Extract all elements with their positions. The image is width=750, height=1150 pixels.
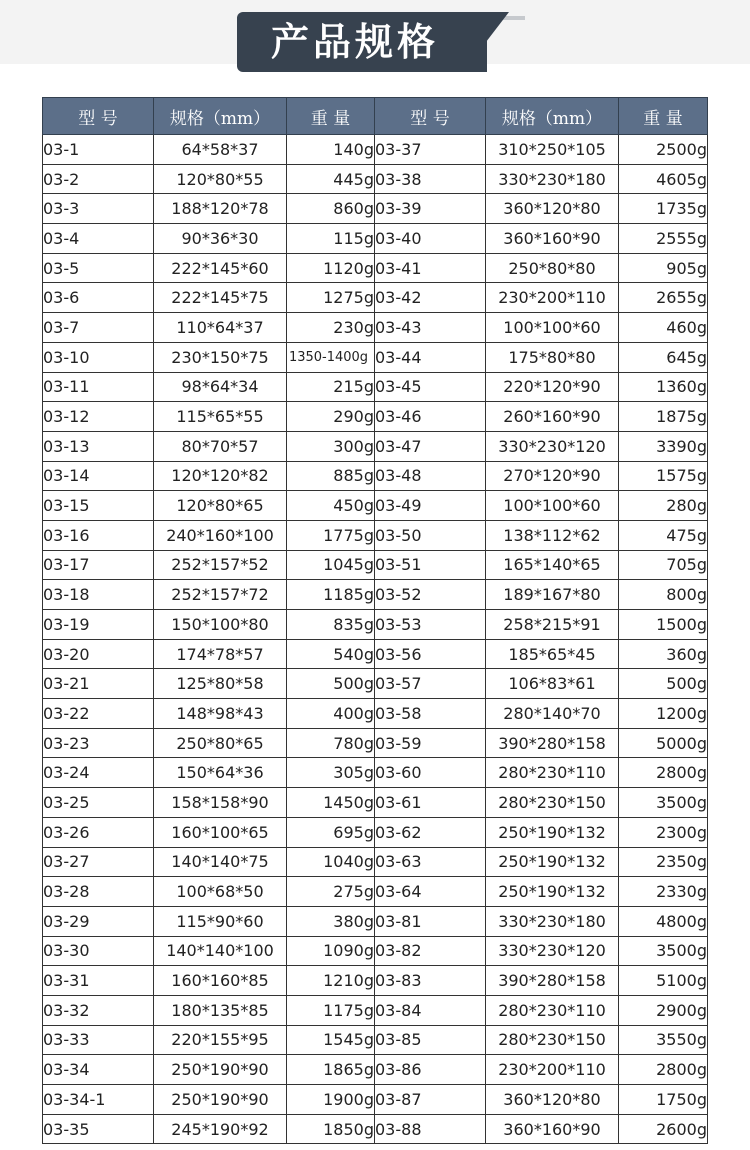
model-cell: 03-50: [375, 520, 486, 550]
model-cell: 03-33: [43, 1025, 154, 1055]
model-cell: 03-13: [43, 431, 154, 461]
table-row: [43, 491, 708, 521]
size-cell: 280*230*150: [486, 788, 619, 818]
size-cell: 115*65*55: [154, 402, 287, 432]
weight-cell: 2350g: [619, 847, 708, 877]
spec-table: [42, 97, 708, 1144]
table-row: [43, 1085, 708, 1115]
size-cell: 280*230*110: [486, 995, 619, 1025]
size-cell: 175*80*80: [486, 342, 619, 372]
model-cell: 03-35: [43, 1114, 154, 1144]
size-cell: 100*100*60: [486, 313, 619, 343]
size-cell: 360*120*80: [486, 194, 619, 224]
size-cell: 189*167*80: [486, 580, 619, 610]
table-row: [43, 550, 708, 580]
weight-cell: 540g: [287, 639, 375, 669]
weight-cell: 860g: [287, 194, 375, 224]
model-cell: 03-29: [43, 906, 154, 936]
size-cell: 98*64*34: [154, 372, 287, 402]
weight-cell: 2330g: [619, 877, 708, 907]
model-cell: 03-37: [375, 135, 486, 165]
table-row: [43, 1025, 708, 1055]
table-header-row: [43, 98, 708, 135]
model-cell: 03-62: [375, 817, 486, 847]
size-cell: 252*157*52: [154, 550, 287, 580]
weight-cell: 2600g: [619, 1114, 708, 1144]
header-model: 型 号: [375, 98, 486, 135]
model-cell: 03-3: [43, 194, 154, 224]
size-cell: 150*64*36: [154, 758, 287, 788]
header-model: 型 号: [43, 98, 154, 135]
table-row: [43, 402, 708, 432]
size-cell: 110*64*37: [154, 313, 287, 343]
model-cell: 03-16: [43, 520, 154, 550]
model-cell: 03-81: [375, 906, 486, 936]
size-cell: 138*112*62: [486, 520, 619, 550]
size-cell: 220*155*95: [154, 1025, 287, 1055]
size-cell: 160*100*65: [154, 817, 287, 847]
weight-cell: 1900g: [287, 1085, 375, 1115]
size-cell: 250*190*132: [486, 877, 619, 907]
table-row: [43, 847, 708, 877]
model-cell: 03-45: [375, 372, 486, 402]
table-row: [43, 699, 708, 729]
size-cell: 160*160*85: [154, 966, 287, 996]
weight-cell: 1735g: [619, 194, 708, 224]
weight-cell: 3550g: [619, 1025, 708, 1055]
weight-cell: 115g: [287, 224, 375, 254]
model-cell: 03-87: [375, 1085, 486, 1115]
size-cell: 280*140*70: [486, 699, 619, 729]
model-cell: 03-40: [375, 224, 486, 254]
size-cell: 120*80*65: [154, 491, 287, 521]
table-row: [43, 639, 708, 669]
weight-cell: 140g: [287, 135, 375, 165]
size-cell: 150*100*80: [154, 610, 287, 640]
title-badge: [237, 12, 527, 72]
model-cell: 03-82: [375, 936, 486, 966]
table-row: [43, 966, 708, 996]
table-row: [43, 788, 708, 818]
model-cell: 03-58: [375, 699, 486, 729]
model-cell: 03-51: [375, 550, 486, 580]
size-cell: 360*160*90: [486, 224, 619, 254]
table-row: [43, 877, 708, 907]
model-cell: 03-61: [375, 788, 486, 818]
model-cell: 03-56: [375, 639, 486, 669]
weight-cell: 695g: [287, 817, 375, 847]
model-cell: 03-14: [43, 461, 154, 491]
table-row: [43, 1114, 708, 1144]
size-cell: 230*200*110: [486, 283, 619, 313]
weight-cell: 300g: [287, 431, 375, 461]
weight-cell: 645g: [619, 342, 708, 372]
size-cell: 250*80*65: [154, 728, 287, 758]
weight-cell: 3390g: [619, 431, 708, 461]
weight-cell: 1090g: [287, 936, 375, 966]
model-cell: 03-11: [43, 372, 154, 402]
size-cell: 165*140*65: [486, 550, 619, 580]
weight-cell: 380g: [287, 906, 375, 936]
model-cell: 03-88: [375, 1114, 486, 1144]
weight-cell: 230g: [287, 313, 375, 343]
model-cell: 03-59: [375, 728, 486, 758]
weight-cell: 780g: [287, 728, 375, 758]
size-cell: 240*160*100: [154, 520, 287, 550]
table-row: [43, 372, 708, 402]
model-cell: 03-21: [43, 669, 154, 699]
size-cell: 185*65*45: [486, 639, 619, 669]
table-row: [43, 610, 708, 640]
weight-cell: 275g: [287, 877, 375, 907]
model-cell: 03-20: [43, 639, 154, 669]
weight-cell: 885g: [287, 461, 375, 491]
model-cell: 03-44: [375, 342, 486, 372]
size-cell: 222*145*75: [154, 283, 287, 313]
weight-cell: 1750g: [619, 1085, 708, 1115]
table-row: [43, 906, 708, 936]
model-cell: 03-28: [43, 877, 154, 907]
weight-cell: 475g: [619, 520, 708, 550]
model-cell: 03-42: [375, 283, 486, 313]
size-cell: 188*120*78: [154, 194, 287, 224]
model-cell: 03-27: [43, 847, 154, 877]
size-cell: 140*140*75: [154, 847, 287, 877]
weight-cell: 215g: [287, 372, 375, 402]
size-cell: 260*160*90: [486, 402, 619, 432]
weight-cell: 305g: [287, 758, 375, 788]
size-cell: 180*135*85: [154, 995, 287, 1025]
size-cell: 330*230*180: [486, 164, 619, 194]
weight-cell: 1450g: [287, 788, 375, 818]
model-cell: 03-43: [375, 313, 486, 343]
table-row: [43, 135, 708, 165]
weight-cell: 1200g: [619, 699, 708, 729]
size-cell: 252*157*72: [154, 580, 287, 610]
model-cell: 03-26: [43, 817, 154, 847]
model-cell: 03-30: [43, 936, 154, 966]
size-cell: 245*190*92: [154, 1114, 287, 1144]
model-cell: 03-17: [43, 550, 154, 580]
weight-cell: 1210g: [287, 966, 375, 996]
weight-cell: 1545g: [287, 1025, 375, 1055]
size-cell: 280*230*150: [486, 1025, 619, 1055]
model-cell: 03-7: [43, 313, 154, 343]
table-row: [43, 669, 708, 699]
weight-cell: 2800g: [619, 758, 708, 788]
size-cell: 120*120*82: [154, 461, 287, 491]
size-cell: 120*80*55: [154, 164, 287, 194]
table-row: [43, 580, 708, 610]
size-cell: 360*160*90: [486, 1114, 619, 1144]
size-cell: 330*230*120: [486, 431, 619, 461]
table-row: [43, 758, 708, 788]
weight-cell: 445g: [287, 164, 375, 194]
table-row: [43, 936, 708, 966]
model-cell: 03-49: [375, 491, 486, 521]
weight-cell: 1360g: [619, 372, 708, 402]
header-weight: 重 量: [287, 98, 375, 135]
table-row: [43, 283, 708, 313]
size-cell: 125*80*58: [154, 669, 287, 699]
weight-cell: 2555g: [619, 224, 708, 254]
weight-cell: 5100g: [619, 966, 708, 996]
weight-cell: 290g: [287, 402, 375, 432]
model-cell: 03-47: [375, 431, 486, 461]
weight-cell: 5000g: [619, 728, 708, 758]
weight-cell: 2300g: [619, 817, 708, 847]
model-cell: 03-85: [375, 1025, 486, 1055]
weight-cell: 400g: [287, 699, 375, 729]
size-cell: 280*230*110: [486, 758, 619, 788]
size-cell: 222*145*60: [154, 253, 287, 283]
model-cell: 03-18: [43, 580, 154, 610]
size-cell: 390*280*158: [486, 728, 619, 758]
weight-cell: 1850g: [287, 1114, 375, 1144]
model-cell: 03-34: [43, 1055, 154, 1085]
model-cell: 03-19: [43, 610, 154, 640]
table-row: [43, 253, 708, 283]
size-cell: 330*230*180: [486, 906, 619, 936]
size-cell: 220*120*90: [486, 372, 619, 402]
header-size: 规格（mm）: [154, 98, 287, 135]
model-cell: 03-15: [43, 491, 154, 521]
table-row: [43, 431, 708, 461]
size-cell: 230*150*75: [154, 342, 287, 372]
model-cell: 03-39: [375, 194, 486, 224]
size-cell: 360*120*80: [486, 1085, 619, 1115]
weight-cell: 2800g: [619, 1055, 708, 1085]
table-row: [43, 461, 708, 491]
weight-cell: 1175g: [287, 995, 375, 1025]
size-cell: 158*158*90: [154, 788, 287, 818]
table-row: [43, 224, 708, 254]
size-cell: 250*190*132: [486, 847, 619, 877]
weight-cell: 1865g: [287, 1055, 375, 1085]
size-cell: 106*83*61: [486, 669, 619, 699]
weight-cell: 4605g: [619, 164, 708, 194]
model-cell: 03-60: [375, 758, 486, 788]
weight-cell: 835g: [287, 610, 375, 640]
table-row: [43, 520, 708, 550]
weight-cell: 2500g: [619, 135, 708, 165]
model-cell: 03-22: [43, 699, 154, 729]
weight-cell: 460g: [619, 313, 708, 343]
model-cell: 03-25: [43, 788, 154, 818]
size-cell: 230*200*110: [486, 1055, 619, 1085]
weight-cell: 500g: [287, 669, 375, 699]
weight-cell: 1045g: [287, 550, 375, 580]
table-row: [43, 164, 708, 194]
header-weight: 重 量: [619, 98, 708, 135]
model-cell: 03-2: [43, 164, 154, 194]
model-cell: 03-23: [43, 728, 154, 758]
weight-cell: 3500g: [619, 788, 708, 818]
model-cell: 03-12: [43, 402, 154, 432]
table-row: [43, 995, 708, 1025]
weight-cell: 1575g: [619, 461, 708, 491]
weight-cell: 2655g: [619, 283, 708, 313]
weight-cell: 1350-1400g: [287, 342, 375, 372]
page-title: 产品规格: [270, 20, 439, 64]
weight-cell: 280g: [619, 491, 708, 521]
size-cell: 270*120*90: [486, 461, 619, 491]
weight-cell: 2900g: [619, 995, 708, 1025]
size-cell: 100*100*60: [486, 491, 619, 521]
model-cell: 03-46: [375, 402, 486, 432]
table-row: [43, 728, 708, 758]
table-row: [43, 194, 708, 224]
weight-cell: 360g: [619, 639, 708, 669]
weight-cell: 4800g: [619, 906, 708, 936]
size-cell: 250*190*132: [486, 817, 619, 847]
model-cell: 03-31: [43, 966, 154, 996]
model-cell: 03-1: [43, 135, 154, 165]
model-cell: 03-4: [43, 224, 154, 254]
size-cell: 90*36*30: [154, 224, 287, 254]
table-row: [43, 313, 708, 343]
model-cell: 03-38: [375, 164, 486, 194]
model-cell: 03-64: [375, 877, 486, 907]
weight-cell: 705g: [619, 550, 708, 580]
table-row: [43, 817, 708, 847]
weight-cell: 800g: [619, 580, 708, 610]
size-cell: 250*190*90: [154, 1085, 287, 1115]
model-cell: 03-83: [375, 966, 486, 996]
size-cell: 115*90*60: [154, 906, 287, 936]
model-cell: 03-32: [43, 995, 154, 1025]
weight-cell: 1185g: [287, 580, 375, 610]
size-cell: 140*140*100: [154, 936, 287, 966]
size-cell: 390*280*158: [486, 966, 619, 996]
header-size: 规格（mm）: [486, 98, 619, 135]
model-cell: 03-86: [375, 1055, 486, 1085]
model-cell: 03-6: [43, 283, 154, 313]
model-cell: 03-52: [375, 580, 486, 610]
size-cell: 100*68*50: [154, 877, 287, 907]
table-body: [43, 135, 708, 1144]
model-cell: 03-84: [375, 995, 486, 1025]
size-cell: 80*70*57: [154, 431, 287, 461]
size-cell: 310*250*105: [486, 135, 619, 165]
model-cell: 03-41: [375, 253, 486, 283]
model-cell: 03-34-1: [43, 1085, 154, 1115]
model-cell: 03-53: [375, 610, 486, 640]
weight-cell: 500g: [619, 669, 708, 699]
size-cell: 250*190*90: [154, 1055, 287, 1085]
model-cell: 03-5: [43, 253, 154, 283]
model-cell: 03-57: [375, 669, 486, 699]
model-cell: 03-24: [43, 758, 154, 788]
weight-cell: 3500g: [619, 936, 708, 966]
size-cell: 258*215*91: [486, 610, 619, 640]
weight-cell: 1500g: [619, 610, 708, 640]
model-cell: 03-63: [375, 847, 486, 877]
weight-cell: 905g: [619, 253, 708, 283]
table-row: [43, 1055, 708, 1085]
weight-cell: 450g: [287, 491, 375, 521]
size-cell: 64*58*37: [154, 135, 287, 165]
weight-cell: 1875g: [619, 402, 708, 432]
size-cell: 330*230*120: [486, 936, 619, 966]
size-cell: 174*78*57: [154, 639, 287, 669]
table-row: [43, 342, 708, 372]
model-cell: 03-10: [43, 342, 154, 372]
weight-cell: 1040g: [287, 847, 375, 877]
model-cell: 03-48: [375, 461, 486, 491]
weight-cell: 1120g: [287, 253, 375, 283]
size-cell: 148*98*43: [154, 699, 287, 729]
size-cell: 250*80*80: [486, 253, 619, 283]
weight-cell: 1775g: [287, 520, 375, 550]
weight-cell: 1275g: [287, 283, 375, 313]
